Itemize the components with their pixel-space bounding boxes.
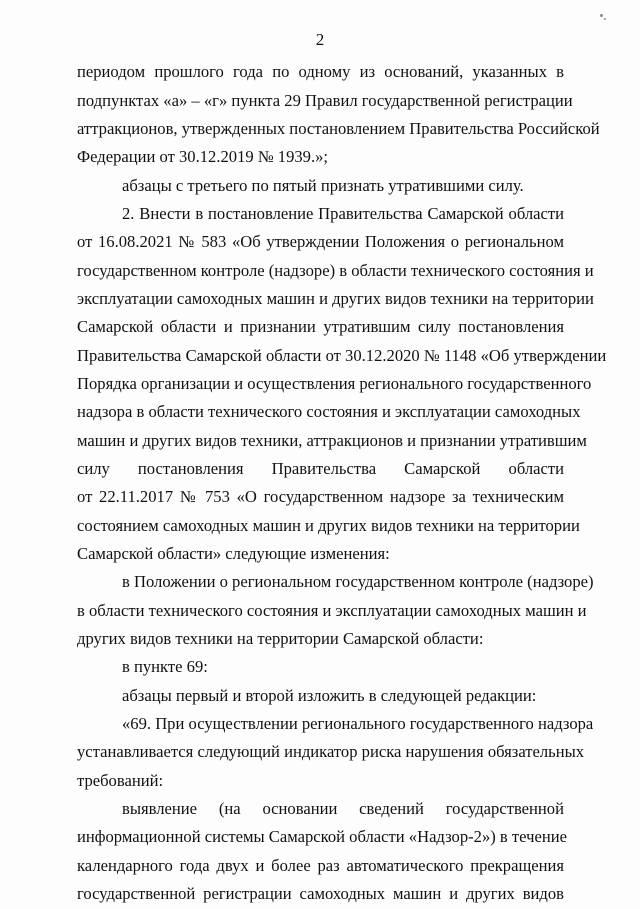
text-line: Порядка организации и осуществления регионального государственного: [77, 374, 592, 393]
text-line: Самарской области» следующие изменения:: [77, 544, 390, 563]
text-line: Федерации от 30.12.2019 № 1939.»;: [77, 147, 329, 166]
text-line: устанавливается следующий индикатор риска нарушения обязательных: [77, 742, 585, 761]
text-line: «69. При осуществлении регионального государственного надзора: [122, 714, 594, 733]
text-line: требований:: [77, 771, 164, 790]
text-line: других видов техники на территории Самарской области:: [77, 629, 484, 648]
page-number: 2: [315, 30, 325, 49]
text-line: от 16.08.2021 № 583 «Об утверждении Положения о региональном: [77, 232, 564, 251]
text-line: состоянием самоходных машин и других видов техники на территории: [77, 516, 580, 535]
text-line: абзацы первый и второй изложить в следующей редакции:: [122, 686, 537, 705]
text-line: силу постановления Правительства Самарской области: [77, 459, 564, 478]
text-line: надзора в области технического состояния и эксплуатации самоходных: [77, 402, 581, 421]
scan-speck: [600, 14, 603, 17]
text-line: в пункте 69:: [122, 657, 208, 676]
text-line: аттракционов, утвержденных постановлением Правительства Российской: [77, 119, 600, 138]
text-line: информационной системы Самарской области «Надзор-2») в течение: [77, 827, 567, 846]
text-line: Самарской области и признании утратившим силу постановления: [77, 317, 564, 336]
text-line: подпунктах «а» – «г» пункта 29 Правил государственной регистрации: [77, 91, 573, 110]
text-line: периодом прошлого года по одному из оснований, указанных в: [77, 62, 564, 81]
text-line: государственной регистрации самоходных машин и других видов: [77, 884, 564, 903]
text-line: абзацы с третьего по пятый признать утратившими силу.: [122, 176, 524, 195]
text-line: государственном контроле (надзоре) в области технического состояния и: [77, 261, 594, 280]
text-line: в Положении о региональном государственном контроле (надзоре): [122, 572, 594, 591]
text-line: машин и других видов техники, аттракционов и признании утратившим: [77, 431, 587, 450]
text-line: 2. Внести в постановление Правительства Самарской области: [122, 204, 564, 223]
text-line: Правительства Самарской области от 30.12.2020 № 1148 «Об утверждении: [77, 346, 607, 365]
text-line: эксплуатации самоходных машин и других видов техники на территории: [77, 289, 594, 308]
text-line: календарного года двух и более раз автоматического прекращения: [77, 856, 564, 875]
text-line: выявление (на основании сведений государственной: [122, 799, 564, 818]
text-line: от 22.11.2017 № 753 «О государственном надзоре за техническим: [77, 487, 564, 506]
scan-speck: [604, 18, 606, 20]
text-line: в области технического состояния и эксплуатации самоходных машин и: [77, 601, 587, 620]
